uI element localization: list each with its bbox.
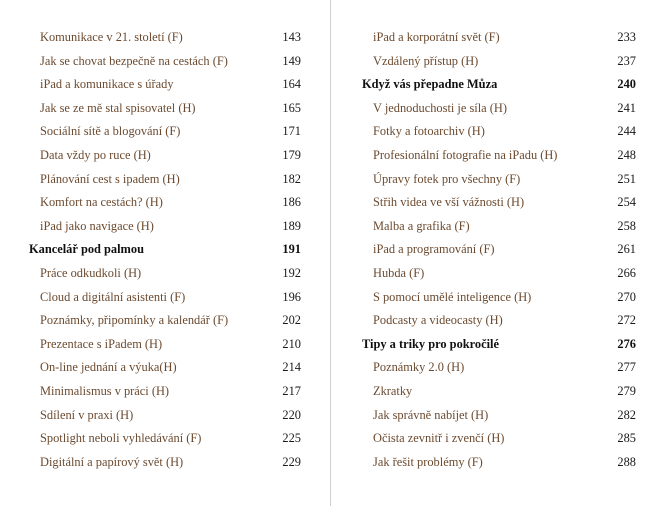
toc-section-heading — [362, 333, 636, 357]
toc-entry-title: S pomocí umělé inteligence (H) — [373, 289, 532, 304]
toc-entry — [362, 50, 636, 74]
toc-entry-title: Poznámky 2.0 (H) — [373, 360, 465, 375]
toc-entry-title: iPad a programování (F) — [373, 242, 495, 257]
toc-entry-title: Digitální a papírový svět (H) — [40, 454, 184, 469]
toc-entry — [362, 309, 636, 333]
toc-entry — [29, 215, 301, 239]
toc-page-number: 240 — [617, 77, 636, 92]
toc-entry-title: Tipy a triky pro pokročilé — [362, 336, 500, 351]
toc-entry — [362, 286, 636, 310]
right-page-toc — [362, 26, 636, 474]
toc-entry — [29, 286, 301, 310]
toc-page-number: 143 — [282, 30, 301, 44]
toc-entry — [29, 26, 301, 50]
toc-entry-title: Jak řešit problémy (F) — [373, 454, 483, 469]
toc-entry-title: Očista zevnitř i zvenčí (H) — [373, 431, 505, 446]
toc-page-number: 189 — [282, 218, 301, 233]
toc-entry-title: Sociální sítě a blogování (F) — [40, 124, 181, 139]
toc-entry-title: Sdílení v praxi (H) — [40, 407, 134, 422]
toc-entry-title: On-line jednání a výuka(H) — [40, 360, 177, 375]
toc-page-number: 276 — [617, 336, 636, 351]
toc-page-number: 279 — [617, 383, 636, 398]
toc-entry — [362, 427, 636, 451]
toc-entry — [29, 451, 301, 475]
toc-page-number: 237 — [617, 53, 636, 68]
toc-entry-title: Komfort na cestách? (H) — [40, 195, 163, 210]
toc-entry — [29, 191, 301, 215]
toc-entry-title: iPad a komunikace s úřady — [40, 77, 174, 92]
toc-entry-title: Poznámky, připomínky a kalendář (F) — [40, 313, 229, 328]
left-page-toc — [29, 26, 301, 474]
toc-entry — [362, 26, 636, 50]
toc-page-number: 248 — [617, 147, 636, 162]
toc-page-number: 266 — [617, 265, 636, 280]
toc-page-number: 192 — [282, 265, 301, 280]
toc-page-number: 282 — [617, 407, 636, 422]
toc-page-number: 214 — [282, 360, 301, 375]
toc-entry-title: Podcasty a videocasty (H) — [373, 313, 503, 328]
toc-entry-title: Komunikace v 21. století (F) — [40, 30, 183, 44]
toc-page-number: 254 — [617, 195, 636, 210]
toc-entry — [362, 144, 636, 168]
toc-entry-title: Profesionální fotografie na iPadu (H) — [373, 147, 558, 162]
toc-entry — [29, 309, 301, 333]
toc-page-number: 191 — [282, 242, 301, 257]
toc-page-number: 149 — [282, 53, 301, 68]
toc-entry — [362, 191, 636, 215]
toc-page-number: 210 — [282, 336, 301, 351]
toc-entry — [362, 238, 636, 262]
toc-entry — [29, 50, 301, 74]
toc-entry — [362, 120, 636, 144]
toc-entry — [29, 356, 301, 380]
toc-entry — [29, 262, 301, 286]
toc-entry-title: Cloud a digitální asistenti (F) — [40, 289, 186, 304]
toc-page-number: 182 — [282, 171, 301, 186]
toc-page-number: 241 — [617, 100, 636, 115]
toc-entry-title: Minimalismus v práci (H) — [40, 383, 170, 398]
toc-entry — [29, 120, 301, 144]
toc-page-number: 288 — [617, 454, 636, 469]
toc-entry-title: Fotky a fotoarchiv (H) — [373, 124, 485, 139]
toc-entry — [362, 380, 636, 404]
toc-page-number: 196 — [282, 289, 301, 304]
toc-entry — [362, 356, 636, 380]
toc-page-number: 220 — [282, 407, 301, 422]
toc-entry — [362, 451, 636, 475]
toc-entry — [29, 333, 301, 357]
toc-page-number: 225 — [282, 431, 301, 446]
toc-page-number: 258 — [617, 218, 636, 233]
toc-entry — [29, 427, 301, 451]
toc-entry-title: Malba a grafika (F) — [373, 218, 470, 233]
toc-page-number: 244 — [617, 124, 636, 139]
toc-page-number: 285 — [617, 431, 636, 446]
toc-page-number: 229 — [282, 454, 301, 469]
toc-entry — [29, 380, 301, 404]
toc-entry-title: iPad a korporátní svět (F) — [373, 30, 500, 44]
toc-entry-title: Když vás přepadne Můza — [362, 77, 498, 92]
toc-entry — [362, 168, 636, 192]
toc-entry-title: Plánování cest s ipadem (H) — [40, 171, 180, 186]
toc-entry — [29, 97, 301, 121]
toc-section-heading — [362, 73, 636, 97]
toc-entry — [29, 144, 301, 168]
toc-entry-title: Vzdálený přístup (H) — [373, 53, 479, 68]
toc-entry-title: Kancelář pod palmou — [29, 242, 144, 257]
toc-entry-title: iPad jako navigace (H) — [40, 218, 154, 233]
toc-entry-title: Jak se chovat bezpečně na cestách (F) — [40, 53, 228, 68]
toc-page-number: 270 — [617, 289, 636, 304]
toc-entry — [362, 262, 636, 286]
toc-entry-title: Střih videa ve vší vážnosti (H) — [373, 195, 525, 210]
toc-entry — [362, 404, 636, 428]
toc-page-number: 217 — [282, 383, 301, 398]
toc-page-number: 277 — [617, 360, 636, 375]
page-gutter — [330, 0, 331, 506]
toc-entry-title: Hubda (F) — [373, 265, 425, 280]
toc-page-number: 251 — [617, 171, 636, 186]
toc-entry — [29, 73, 301, 97]
toc-page-number: 164 — [282, 77, 301, 92]
toc-entry-title: Spotlight neboli vyhledávání (F) — [40, 431, 202, 446]
toc-entry — [29, 404, 301, 428]
toc-page-number: 179 — [282, 147, 301, 162]
toc-page-number: 272 — [617, 313, 636, 328]
toc-page-number: 165 — [282, 100, 301, 115]
toc-page-number: 233 — [617, 30, 636, 44]
toc-entry-title: Zkratky — [373, 383, 413, 398]
toc-entry — [29, 168, 301, 192]
toc-entry-title: Prezentace s iPadem (H) — [40, 336, 163, 351]
toc-entry-title: Data vždy po ruce (H) — [40, 147, 151, 162]
toc-entry-title: V jednoduchosti je síla (H) — [373, 100, 507, 115]
toc-entry-title: Úpravy fotek pro všechny (F) — [373, 171, 521, 186]
toc-page-number: 186 — [282, 195, 301, 210]
toc-entry-title: Jak správně nabíjet (H) — [373, 407, 489, 422]
toc-section-heading — [29, 238, 301, 262]
toc-entry-title: Jak se ze mě stal spisovatel (H) — [40, 100, 196, 115]
toc-page-number: 171 — [282, 124, 301, 139]
toc-entry — [362, 97, 636, 121]
toc-page-number: 261 — [617, 242, 636, 257]
toc-entry-title: Práce odkudkoli (H) — [40, 265, 142, 280]
toc-entry — [362, 215, 636, 239]
toc-page-number: 202 — [282, 313, 301, 328]
